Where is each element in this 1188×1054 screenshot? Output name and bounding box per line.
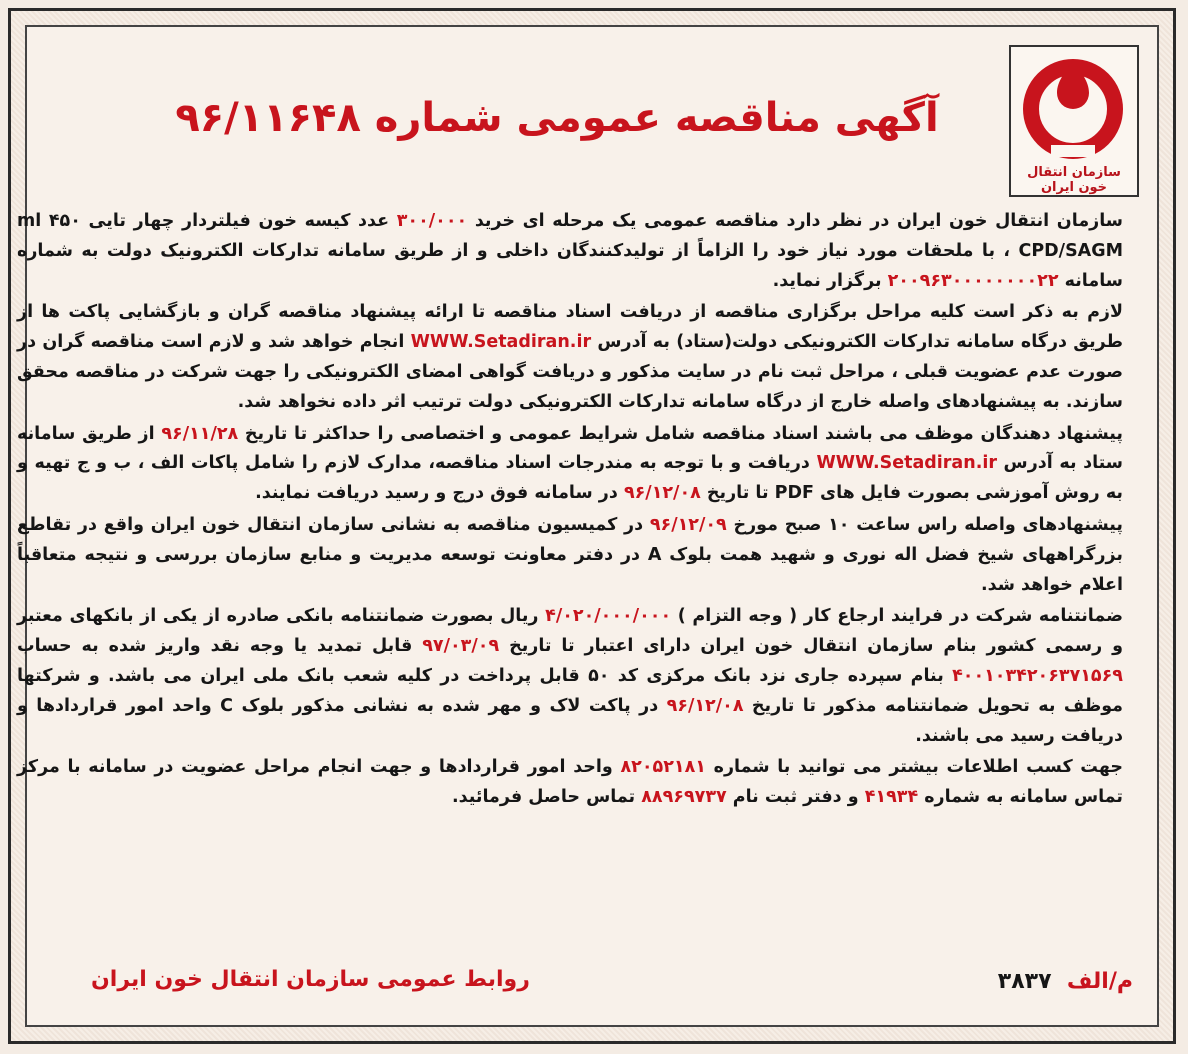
- announcement-body: [17, 207, 1123, 815]
- paragraph-3: پیشنهاد دهندگان موظف می باشند اسناد مناقصه شامل شرایط عمومی و اختصاصی را حداکثر تا تاریخ ۹۶/۱۱/۲۸ از طریق سامانه ستاد به آدرس WWW.Setadiran.ir دریافت و با توجه به مندرجات اسناد مناقصه، مدارک لازم را شامل پاکات الف ، ب و ج تهیه و به روش آموزشی بصورت فایل های PDF تا تاریخ ۹۶/۱۲/۰۸ در سامانه فوق درج و رسید دریافت نمایند.: [17, 423, 1124, 504]
- paragraph-2: لازم به ذکر است کلیه مراحل برگزاری مناقصه از دریافت اسناد مناقصه تا ارائه پیشنهاد مناقصه گران و بازگشایی پاکت ها از طریق درگاه سامانه تدارکات الکترونیکی دولت(ستاد) به آدرس WWW.Setadiran.ir انجام خواهد شد و لازم است مناقصه گران در صورت عدم عضویت قبلی ، مراحل ثبت نام در سایت مذکور و دریافت گواهی امضای الکترونیکی را جهت شرکت در مناقصه محقق سازند. به پیشنهادهای واصله خارج از درگاه سامانه تدارکات الکترونیکی دولت ترتیب اثر داده نخواهد شد.: [17, 302, 1124, 412]
- setadiran-link[interactable]: WWW.Setadiran.ir: [816, 453, 997, 474]
- paragraph-5: ضمانتنامه شرکت در فرایند ارجاع کار ( وجه التزام ) ۴/۰۲۰/۰۰۰/۰۰۰ ریال بصورت ضمانتنامه بانکی صادره از یکی از بانکهای معتبر و رسمی کشور بنام سازمان انتقال خون ایران دارای اعتبار تا تاریخ ۹۷/۰۳/۰۹ قابل تمدید یا وجه نقد واریز شده به حساب ۴۰۰۱۰۳۴۲۰۶۳۷۱۵۶۹ بنام سپرده جاری نزد بانک مرکزی کد ۵۰ قابل پرداخت در کلیه شعب بانک ملی ایران می باشد. و شرکتها موظف به تحویل ضمانتنامه مذکور تا تاریخ ۹۶/۱۲/۰۸ در پاکت لاک و مهر شده به نشانی مذکور بلوک C واحد امور قراردادها و دریافت رسید می باشند.: [17, 606, 1124, 746]
- publication-code: م/الف ۳۸۳۷: [997, 969, 1133, 994]
- logo-text: سازمان انتقال خون ایران: [1027, 165, 1121, 195]
- setadiran-link[interactable]: WWW.Setadiran.ir: [410, 332, 592, 353]
- paragraph-1: سازمان انتقال خون ایران در نظر دارد مناقصه عمومی یک مرحله ای خرید ۳۰۰/۰۰۰ عدد کیسه خون فیلتردار چهار تایی ml ۴۵۰ CPD/SAGM ، با ملحقات مورد نیاز خود را الزاماً از تولیدکنندگان داخلی و از طریق سامانه تدارکات الکترونیک دولت به شماره سامانه ۲۰۰۹۶۳۰۰۰۰۰۰۰۰۲۲ برگزار نماید.: [17, 211, 1124, 291]
- logo: [1009, 45, 1139, 197]
- paragraph-4: پیشنهادهای واصله راس ساعت ۱۰ صبح مورخ ۹۶/۱۲/۰۹ در کمیسیون مناقصه به نشانی سازمان انتقال خون ایران واقع در تقاطع بزرگراههای شیخ فضل اله نوری و شهید همت بلوک A در دفتر معاونت توسعه مدیریت و منابع سازمان بررسی و نتیجه متعاقباً اعلام خواهد شد.: [17, 514, 1123, 595]
- footer-organization: روابط عمومی سازمان انتقال خون ایران: [91, 967, 530, 992]
- paragraph-6: جهت کسب اطلاعات بیشتر می توانید با شماره ۸۲۰۵۲۱۸۱ واحد امور قراردادها و جهت انجام مراحل عضویت در سامانه با مرکز تماس سامانه به شماره ۴۱۹۳۴ و دفتر ثبت نام ۸۸۹۶۹۷۳۷ تماس حاصل فرمائید.: [17, 757, 1123, 808]
- advertisement-inner-frame: [17, 25, 1159, 1027]
- page-title: آگهی مناقصه عمومی شماره ۹۶/۱۱۶۴۸: [175, 95, 939, 141]
- advertisement-frame: [8, 8, 1176, 1044]
- footer: [51, 963, 1133, 1003]
- blood-drop-ring-icon: [1021, 53, 1125, 163]
